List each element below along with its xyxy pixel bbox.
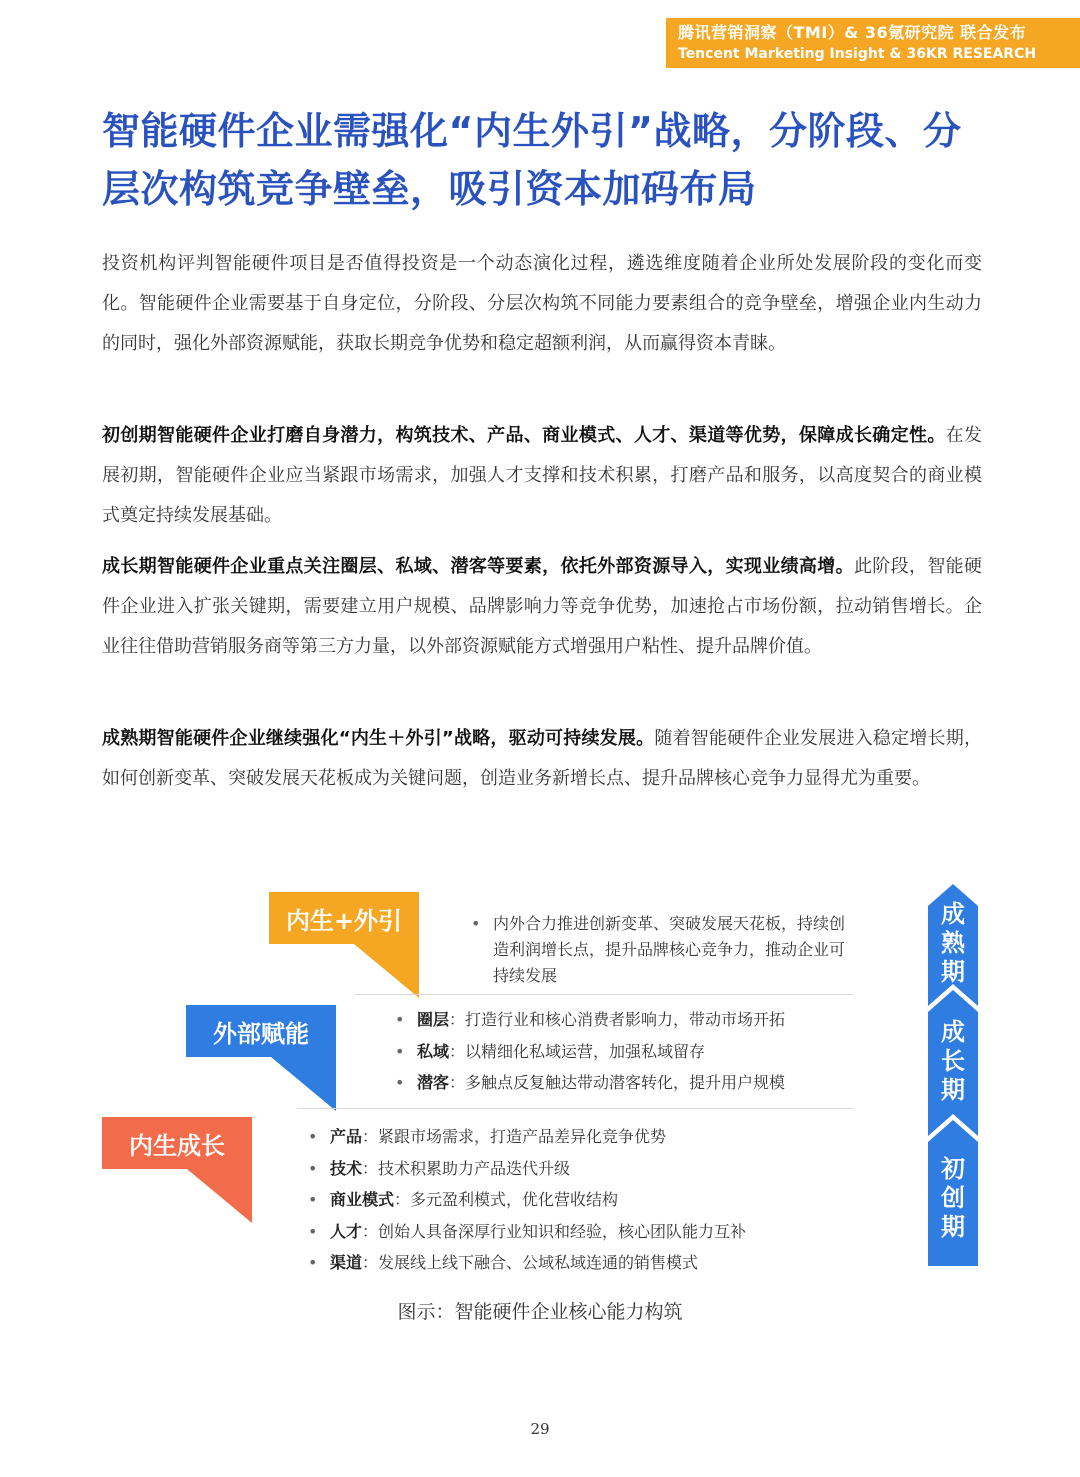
bullet-dot: • bbox=[308, 1221, 318, 1241]
paragraph-startup-body: 在发展初期，智能硬件企业应当紧跟市场需求，加强人才支撑和技术积累，打磨产品和服务，以高度契合的商业模式奠定持续发展基础。 bbox=[102, 425, 982, 526]
internal-factor-item bbox=[308, 1124, 667, 1150]
bullet-dot: • bbox=[308, 1127, 318, 1146]
diagram-top-bullet bbox=[471, 911, 849, 989]
header-line-1: 腾讯营销洞察（TMI）& 36氪研究院 联合发布 bbox=[678, 23, 1027, 42]
internal-factor-desc: ：技术积累助力产品迭代升级 bbox=[362, 1158, 571, 1178]
internal-factor-term: 技术 bbox=[330, 1158, 363, 1178]
external-factor-item bbox=[395, 1070, 786, 1096]
bullet-dot: • bbox=[395, 1073, 405, 1092]
paragraph-growth-lead: 成长期智能硬件企业重点关注圈层、私域、潜客等要素，依托外部资源导入，实现业绩高增。 bbox=[102, 556, 854, 577]
diagram-divider bbox=[355, 994, 853, 995]
external-factor-term: 圈层 bbox=[417, 1010, 450, 1029]
internal-factor-term: 产品 bbox=[330, 1127, 363, 1146]
page-title: 智能硬件企业需强化“内生外引”战略，分阶段、分层次构筑竞争壁垒，吸引资本加码布局 bbox=[102, 109, 962, 211]
paragraph-mature-lead: 成熟期智能硬件企业继续强化“内生＋外引”战略，驱动可持续发展。 bbox=[102, 728, 655, 749]
diagram-block-inner-outer-tail bbox=[354, 944, 419, 998]
bullet-dot: • bbox=[395, 1041, 405, 1061]
paragraph-startup bbox=[102, 416, 982, 536]
diagram-divider bbox=[297, 1108, 853, 1109]
internal-factor-item bbox=[308, 1250, 699, 1276]
internal-factor-item bbox=[308, 1156, 571, 1182]
external-factor-desc: ：打造行业和核心消费者影响力，带动市场开拓 bbox=[449, 1010, 786, 1029]
bullet-dot: • bbox=[395, 1010, 405, 1029]
paragraph-growth-body: 此阶段，智能硬件企业进入扩张关键期，需要建立用户规模、品牌影响力等竞争优势，加速抢占市场份额，拉动销售增长。企业往往借助营销服务商等第三方力量，以外部资源赋能方式增强用户粘性、提升品牌价值。 bbox=[102, 556, 982, 657]
external-factor-term: 私域 bbox=[417, 1041, 450, 1061]
paragraph-startup-lead: 初创期智能硬件企业打磨自身潜力，构筑技术、产品、商业模式、人才、渠道等优势，保障成长确定性。 bbox=[102, 425, 946, 446]
paragraph-intro: 投资机构评判智能硬件项目是否值得投资是一个动态演化过程，遴选维度随着企业所处发展阶段的变化而变化。智能硬件企业需要基于自身定位，分阶段、分层次构筑不同能力要素组合的竞争壁垒，增强企业内生动力的同时，强化外部资源赋能，获取长期竞争优势和稳定超额利润，从而赢得资本青睐。 bbox=[102, 253, 982, 354]
internal-factor-item bbox=[308, 1219, 747, 1245]
stage-label-mature: 成 熟 期 bbox=[941, 900, 965, 986]
bullet-dot: • bbox=[471, 914, 481, 933]
diagram-top-bullet-text: 内外合力推进创新变革、突破发展天花板，持续创造利润增长点，提升品牌核心竞争力，推动企业可持续发展 bbox=[493, 914, 846, 985]
diagram-block-internal-tail bbox=[187, 1169, 252, 1223]
header-banner bbox=[666, 18, 1080, 68]
external-factor-term: 潜客 bbox=[417, 1073, 450, 1092]
diagram-block-external: 外部赋能 bbox=[186, 1005, 336, 1057]
internal-factor-term: 商业模式 bbox=[330, 1190, 395, 1209]
diagram-block-external-tail bbox=[271, 1057, 336, 1111]
diagram-block-internal: 内生成长 bbox=[102, 1117, 252, 1169]
paragraph-mature bbox=[102, 719, 982, 799]
internal-factor-desc: ：紧跟市场需求，打造产品差异化竞争优势 bbox=[362, 1127, 667, 1146]
bullet-dot: • bbox=[308, 1158, 318, 1178]
stage-label-growth: 成 长 期 bbox=[941, 1018, 965, 1104]
paragraph-growth bbox=[102, 547, 982, 667]
page-number: 29 bbox=[530, 1420, 550, 1438]
figure-caption: 图示：智能硬件企业核心能力构筑 bbox=[397, 1301, 683, 1323]
external-factor-desc: ：多触点反复触达带动潜客转化，提升用户规模 bbox=[449, 1073, 786, 1092]
external-factor-item bbox=[395, 1039, 706, 1065]
internal-factor-desc: ：发展线上线下融合、公域私域连通的销售模式 bbox=[362, 1253, 699, 1272]
internal-factor-desc: ：创始人具备深厚行业知识和经验，核心团队能力互补 bbox=[362, 1221, 747, 1241]
stage-label-startup: 初 创 期 bbox=[941, 1155, 965, 1241]
external-factor-desc: ：以精细化私域运营，加强私域留存 bbox=[449, 1041, 706, 1061]
bullet-dot: • bbox=[308, 1253, 318, 1272]
bullet-dot: • bbox=[308, 1190, 318, 1209]
paragraph-mature-body: 随着智能硬件企业发展进入稳定增长期，如何创新变革、突破发展天花板成为关键问题，创造业务新增长点、提升品牌核心竞争力显得尤为重要。 bbox=[102, 728, 982, 789]
internal-factor-term: 人才 bbox=[330, 1221, 363, 1241]
diagram-block-inner-outer: 内生+外引 bbox=[269, 892, 419, 944]
internal-factor-term: 渠道 bbox=[330, 1253, 363, 1272]
internal-factor-desc: ：多元盈利模式，优化营收结构 bbox=[394, 1190, 619, 1209]
external-factor-item bbox=[395, 1007, 786, 1033]
header-line-2: Tencent Marketing Insight & 36KR RESEARCH bbox=[678, 46, 1037, 62]
internal-factor-item bbox=[308, 1187, 619, 1213]
